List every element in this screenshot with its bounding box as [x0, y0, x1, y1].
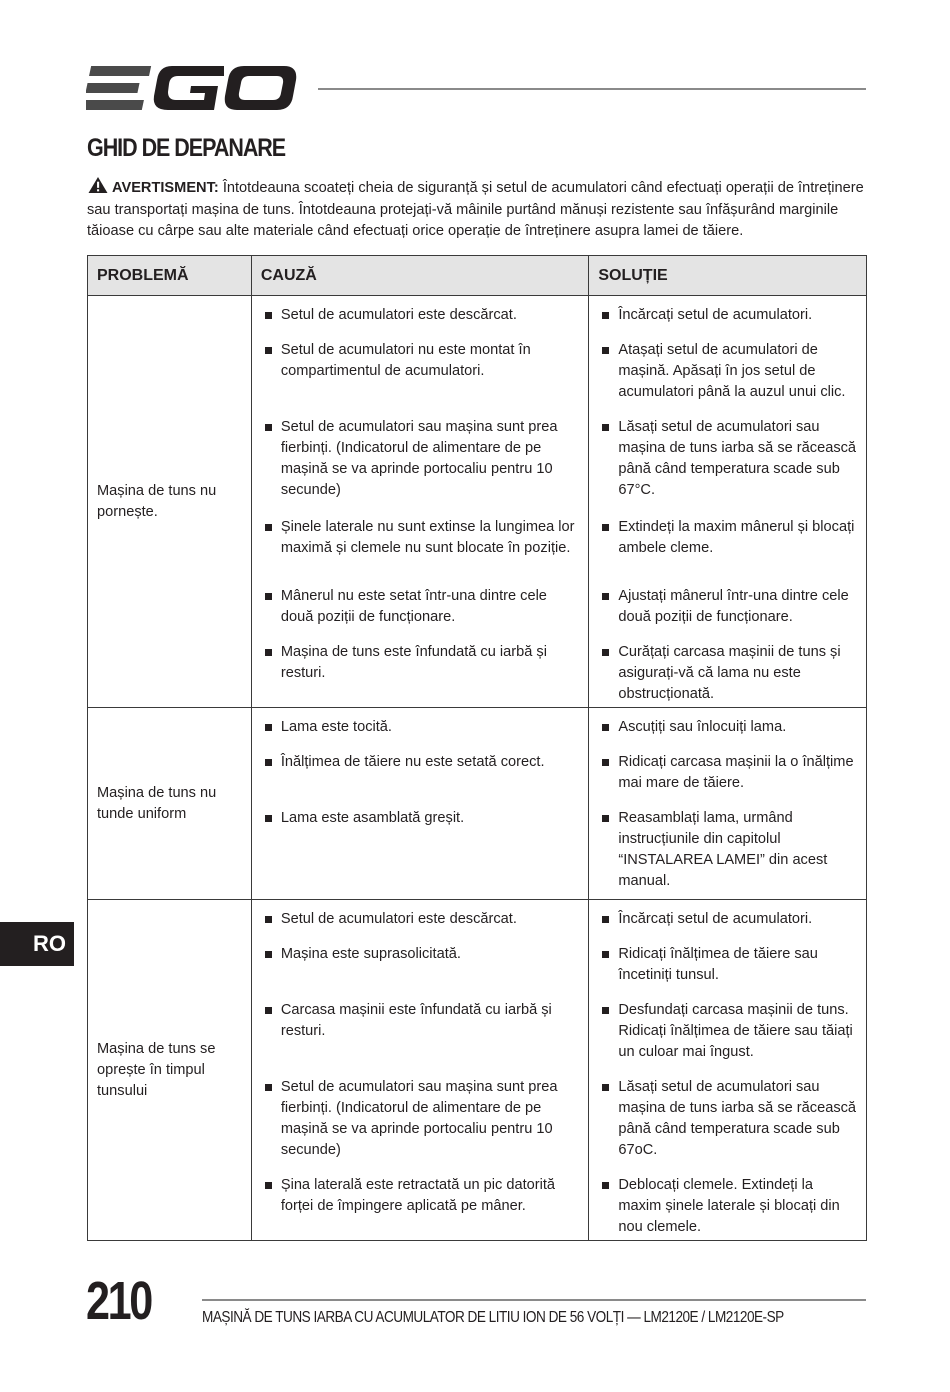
solution-item: Extindeți la maxim mânerul și blocați ambele cleme.	[601, 517, 858, 586]
bullet-square-icon	[265, 424, 272, 431]
bullet-square-icon	[265, 1182, 272, 1189]
bullet-square-icon	[602, 1007, 609, 1014]
page-number: 210	[86, 1271, 151, 1331]
table-row	[88, 900, 867, 1241]
bullet-square-icon	[602, 649, 609, 656]
solution-item: Reasamblați lama, urmând instrucțiunile din capitolul “INSTALAREA LAMEI” din acest manual.	[601, 808, 858, 894]
bullet-square-icon	[265, 951, 272, 958]
cause-cell	[251, 900, 589, 1241]
solution-item: Desfundați carcasa mașinii de tuns. Ridicați înălțimea de tăiere sau tăiați un culoar mai îngust.	[601, 1000, 858, 1077]
bullet-square-icon	[265, 347, 272, 354]
bullet-square-icon	[602, 1084, 609, 1091]
cause-cell	[251, 708, 589, 900]
footer-text: MAȘINĂ DE TUNS IARBA CU ACUMULATOR DE LITIU ION DE 56 VOLȚI — LM2120E / LM2120E-SP	[202, 1309, 784, 1326]
solution-cell	[589, 296, 867, 708]
solution-item: Atașați setul de acumulatori de mașină. Apăsați în jos setul de acumulatori până la auzul unui clic.	[601, 340, 858, 417]
page-title: GHID DE DEPANARE	[87, 134, 286, 162]
bullet-square-icon	[602, 724, 609, 731]
header-rule	[318, 88, 866, 90]
solution-item: Curățați carcasa mașinii de tuns și asigurați-vă că lama nu este obstrucționată.	[601, 642, 858, 702]
bullet-square-icon	[602, 524, 609, 531]
table-row	[88, 296, 867, 708]
cause-item: Lama este asamblată greșit.	[264, 808, 581, 894]
bullet-square-icon	[265, 815, 272, 822]
bullet-square-icon	[602, 347, 609, 354]
cause-item: Setul de acumulatori este descărcat.	[264, 909, 581, 944]
bullet-square-icon	[265, 724, 272, 731]
problem-text: Mașina de tuns nu pornește.	[97, 482, 217, 520]
solution-item: Ridicați înălțimea de tăiere sau încetiniți tunsul.	[601, 944, 858, 1000]
cause-cell	[251, 296, 589, 708]
bullet-square-icon	[265, 593, 272, 600]
table-row	[88, 708, 867, 900]
cause-item: Setul de acumulatori sau mașina sunt prea fierbinți. (Indicatorul de alimentare de pe mașină se va aprinde portocaliu pentru 10 secunde)	[264, 417, 581, 517]
solution-item: Lăsați setul de acumulatori sau mașina de tuns iarba să se răcească până când temperatura scade sub 67°C.	[601, 417, 858, 517]
cause-item: Mașina este suprasolicitată.	[264, 944, 581, 1000]
cause-item: Mânerul nu este setat într-una dintre cele două poziții de funcționare.	[264, 586, 581, 642]
solution-item: Lăsați setul de acumulatori sau mașina de tuns iarba să se răcească până când temperatura scade sub 67oC.	[601, 1077, 858, 1175]
cause-item: Șina laterală este retractată un pic datorită forței de împingere aplicată pe mâner.	[264, 1175, 581, 1235]
bullet-square-icon	[265, 1084, 272, 1091]
bullet-square-icon	[602, 424, 609, 431]
bullet-square-icon	[265, 649, 272, 656]
cause-item: Lama este tocită.	[264, 717, 581, 752]
bullet-square-icon	[602, 815, 609, 822]
bullet-square-icon	[602, 916, 609, 923]
ego-logo	[86, 62, 298, 114]
bullet-square-icon	[265, 312, 272, 319]
cause-item: Carcasa mașinii este înfundată cu iarbă și resturi.	[264, 1000, 581, 1077]
bullet-square-icon	[602, 593, 609, 600]
bullet-square-icon	[602, 951, 609, 958]
cause-item: Mașina de tuns este înfundată cu iarbă și resturi.	[264, 642, 581, 702]
language-tab: RO	[0, 922, 74, 966]
troubleshooting-table	[87, 255, 867, 1241]
problem-cell	[88, 900, 252, 1241]
bullet-square-icon	[602, 312, 609, 319]
bullet-square-icon	[265, 916, 272, 923]
column-header-problem: PROBLEMĂ	[88, 256, 252, 296]
problem-cell	[88, 296, 252, 708]
column-header-solution: SOLUȚIE	[589, 256, 867, 296]
warning-label: AVERTISMENT:	[112, 180, 219, 196]
warning-text: Întotdeauna scoateți cheia de siguranță și setul de acumulatori când efectuați operații de întreținere sau transportați mașina de tuns. Întotdeauna protejați-vă mâinile purtând mănuși rezistente sau înfășurând marginile tăioase cu cârpe sau alte materiale când efectuați orice operație de întreținere asupra lamei de tăiere.	[87, 180, 864, 239]
solution-item: Ridicați carcasa mașinii la o înălțime mai mare de tăiere.	[601, 752, 858, 808]
bullet-square-icon	[265, 1007, 272, 1014]
bullet-square-icon	[602, 1182, 609, 1189]
solution-item: Încărcați setul de acumulatori.	[601, 305, 858, 340]
table-header-row	[88, 256, 867, 296]
cause-item: Setul de acumulatori sau mașina sunt prea fierbinți. (Indicatorul de alimentare de pe mașină se va aprinde portocaliu pentru 10 secunde)	[264, 1077, 581, 1175]
solution-item: Încărcați setul de acumulatori.	[601, 909, 858, 944]
warning-triangle-icon	[87, 176, 109, 194]
bullet-square-icon	[265, 524, 272, 531]
cause-item: Setul de acumulatori este descărcat.	[264, 305, 581, 340]
problem-text: Mașina de tuns nu tunde uniform	[97, 784, 217, 822]
problem-cell	[88, 708, 252, 900]
solution-cell	[589, 900, 867, 1241]
cause-item: Setul de acumulatori nu este montat în compartimentul de acumulatori.	[264, 340, 581, 417]
solution-item: Ajustați mânerul într-una dintre cele două poziții de funcționare.	[601, 586, 858, 642]
problem-text: Mașina de tuns se oprește în timpul tunsului	[97, 1040, 216, 1099]
column-header-cause: CAUZĂ	[251, 256, 589, 296]
solution-item: Deblocați clemele. Extindeți la maxim șinele laterale și blocați din nou clemele.	[601, 1175, 858, 1235]
bullet-square-icon	[602, 759, 609, 766]
cause-item: Înălțimea de tăiere nu este setată corect.	[264, 752, 581, 808]
bullet-square-icon	[265, 759, 272, 766]
footer-rule	[202, 1299, 866, 1301]
solution-cell	[589, 708, 867, 900]
solution-item: Ascuțiți sau înlocuiți lama.	[601, 717, 858, 752]
warning-block	[87, 176, 877, 243]
cause-item: Șinele laterale nu sunt extinse la lungimea lor maximă și clemele nu sunt blocate în poziție.	[264, 517, 581, 586]
